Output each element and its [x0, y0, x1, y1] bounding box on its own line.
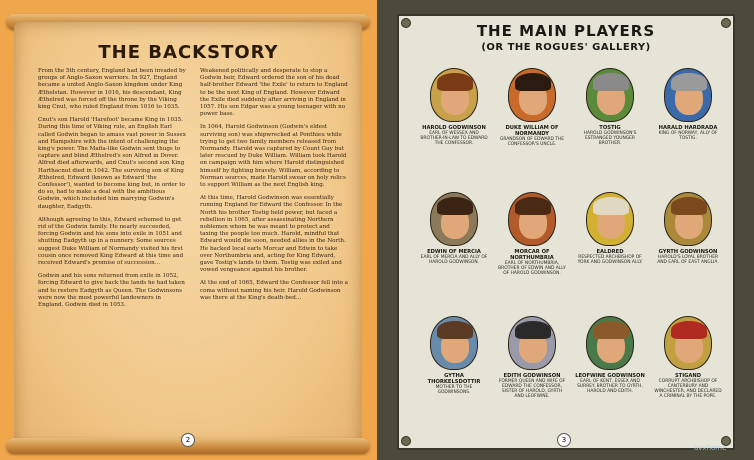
player-name: TOSTIG [599, 125, 621, 131]
paragraph: From the 5th century, England had been invaded by groups of Anglo-Saxon warriors. In 927, England became a united Anglo-Saxon kingdom under King Æthelstan. However in 1016, his descendant, King Æthelred was forced off the throne by the Viking king Cnut, who ruled England from 1016 to 1035. [38, 68, 186, 111]
player-name: LEOFWINE GODWINSON [575, 373, 645, 379]
player-name: EDITH GODWINSON [503, 373, 561, 379]
player-description: HAROLD GODWINSON'S ESTRANGED YOUNGER BROTHER. [583, 131, 637, 146]
watermark: avxhome [694, 444, 727, 452]
page-number-right: 3 [557, 433, 571, 447]
portrait-image [508, 68, 556, 122]
portrait-image [664, 192, 712, 246]
portrait-image [508, 316, 556, 370]
hair-shape [437, 197, 473, 215]
hair-shape [515, 73, 551, 91]
page-number-left: 2 [181, 433, 195, 447]
portrait-image [586, 316, 634, 370]
player-description: CORRUPT ARCHBISHOP OF CANTERBURY AND WINCHESTER, AND DECLARED A CRIMINAL BY THE POPE. [654, 379, 722, 399]
player-name: STIGAND [674, 373, 702, 379]
player-card [419, 316, 489, 395]
hair-shape [593, 321, 629, 339]
player-description: KING OF NORWAY, ALLY OF TOSTIG. [658, 131, 718, 141]
player-card [575, 68, 645, 146]
player-name: GYTHA THORKELSDOTTIR [427, 373, 481, 385]
player-description: GRANDSON OF EDWARD THE CONFESSOR'S UNCLE. [499, 137, 565, 147]
paragraph: At the end of 1065, Edward the Confessor fell into a coma without naming his heir. Harold Godwinson was there at the King's death-bed... [200, 280, 348, 301]
paragraph: At this time, Harold Godwinson was essentially running England for Edward the Confessor. In the North his brother Tostig held power, but faced a rebellion in 1065, after assassinating Northern noblemen whom he was meant to protect and taxing the people too much. Harold, mindful that Edward would die soon, needed allies in the North. He backed local earls Morcar and Edwin to take over Northumbria and, acting for King Edward, gave Tostig's lands to them. Tostig was exiled and vowed vengeance against his brother. [200, 195, 346, 274]
portrait-image [430, 192, 478, 246]
player-card [575, 316, 645, 394]
player-description: MOTHER TO THE GODWINSONS. [435, 385, 473, 395]
paragraph: Weakened politically and desperate to stop a Godwin heir, Edward ordered the son of his dead half-brother Edward 'the Exile' to return to England to be the next King of England. However Edward the Exile died suddenly after arriving in England in 1057. His son Edgar was a young teenager with no power base. [200, 68, 348, 118]
player-card [575, 192, 645, 265]
main-players-title [397, 22, 735, 53]
player-card [419, 68, 489, 146]
portrait-image [430, 68, 478, 122]
hair-shape [515, 321, 551, 339]
title-line-2: (OR THE ROGUES' GALLERY) [481, 42, 651, 53]
player-name: EDWIN OF MERCIA [427, 249, 481, 255]
hair-shape [671, 73, 707, 91]
backstory-column-1 [38, 68, 186, 315]
player-description: RESPECTED ARCHBISHOP OF YORK AND GODWINSON ALLY. [577, 255, 643, 265]
player-name: DUKE WILLIAM OF NORMANDY [505, 125, 559, 137]
paragraph: Although agreeing to this, Edward schemed to get rid of the Godwin family. He nearly succeeded, forcing Godwin and his sons into exile in 1051 and shutting Eadgyth up in a nunnery. Some sources suggest Duke William of Normandy visited his first cousin once removed King Edward at this time and received Edward's promise of succession... [38, 216, 184, 267]
hair-shape [671, 321, 707, 339]
player-name: MORCAR OF NORTHUMBRIA [510, 249, 554, 261]
player-description: EARL OF NORTHUMBRIA, BROTHER OF EDWIN AND ALLY OF HAROLD GODWINSON. [498, 261, 566, 276]
hair-shape [593, 73, 629, 91]
player-name: HARALD HARDRADA [658, 125, 718, 131]
portrait-image [664, 316, 712, 370]
paragraph: In 1064, Harold Godwinson (Godwin's eldest surviving son) was shipwrecked at Ponthieu while trying to get two family members released from Normandy. Harold was captured by Count Guy but later rescued by Duke William. William took Harold on campaign with him where Harold distinguished himself by fighting bravely. William, according to Norman sources, made Harold swear on holy relics to support William as the next English king. [200, 124, 347, 189]
hair-shape [515, 197, 551, 215]
player-card [653, 192, 723, 265]
player-card [653, 68, 723, 141]
backstory-column-2 [200, 68, 348, 308]
paragraph: Godwin and his sons returned from exile in 1052, forcing Edward to give back the lands he had taken and to restore Eadgyth as Queen. The Godwinsons were now the most powerful landowners in England. Godwin died in 1053. [38, 273, 185, 309]
portrait-image [664, 68, 712, 122]
player-description: EARL OF MERCIA AND ALLY OF HAROLD GODWINSON. [420, 255, 488, 265]
player-description: HAROLD'S LOYAL BROTHER AND EARL OF EAST ANGLIA. [657, 255, 719, 265]
player-name: GYRTH GODWINSON [658, 249, 718, 255]
hair-shape [593, 197, 629, 215]
player-card [419, 192, 489, 265]
player-description: EARL OF WESSEX AND BROTHER-IN-LAW TO EDWARD THE CONFESSOR. [420, 131, 488, 146]
player-description: FORMER QUEEN AND WIFE OF EDWARD THE CONFESSOR, SISTER OF HAROLD, GYRTH AND LEOFWINE. [498, 379, 566, 399]
player-card [653, 316, 723, 399]
hair-shape [437, 321, 473, 339]
portrait-image [508, 192, 556, 246]
corner-bolt-icon [401, 436, 411, 446]
player-description: EARL OF KENT, ESSEX AND SURREY. BROTHER TO GYRTH, HAROLD AND EDITH. [577, 379, 643, 394]
player-card [497, 68, 567, 147]
hair-shape [671, 197, 707, 215]
player-card [497, 192, 567, 276]
backstory-title: THE BACKSTORY [98, 42, 279, 63]
hair-shape [437, 73, 473, 91]
player-name: HAROLD GODWINSON [422, 125, 486, 131]
portrait-image [586, 68, 634, 122]
player-name: EALDRED [596, 249, 624, 255]
paragraph: Cnut's son Harold 'Harefoot' became King in 1035. During this time of Viking rule, an English Earl called Godwin began to amass vast power in Sussex and Hampshire with the intent of challenging the king's power. The Mafia-like Godwin sent thugs to capture and blind Æthelred's son Alfred in Dover. Alfred died afterwards, and Cnut's second son King Harthacnut died in 1042. The surviving son of King Æthelred, Edward (known as Edward 'the Confessor'), wanted to become king but, in order to do so, had to make a deal with the ambitious Godwin, which included him marrying Godwin's daughter, Eadgyth. [38, 117, 186, 210]
player-card [497, 316, 567, 399]
right-page [377, 0, 754, 460]
portrait-image [586, 192, 634, 246]
title-line-1: THE MAIN PLAYERS [476, 22, 656, 40]
portrait-image [430, 316, 478, 370]
